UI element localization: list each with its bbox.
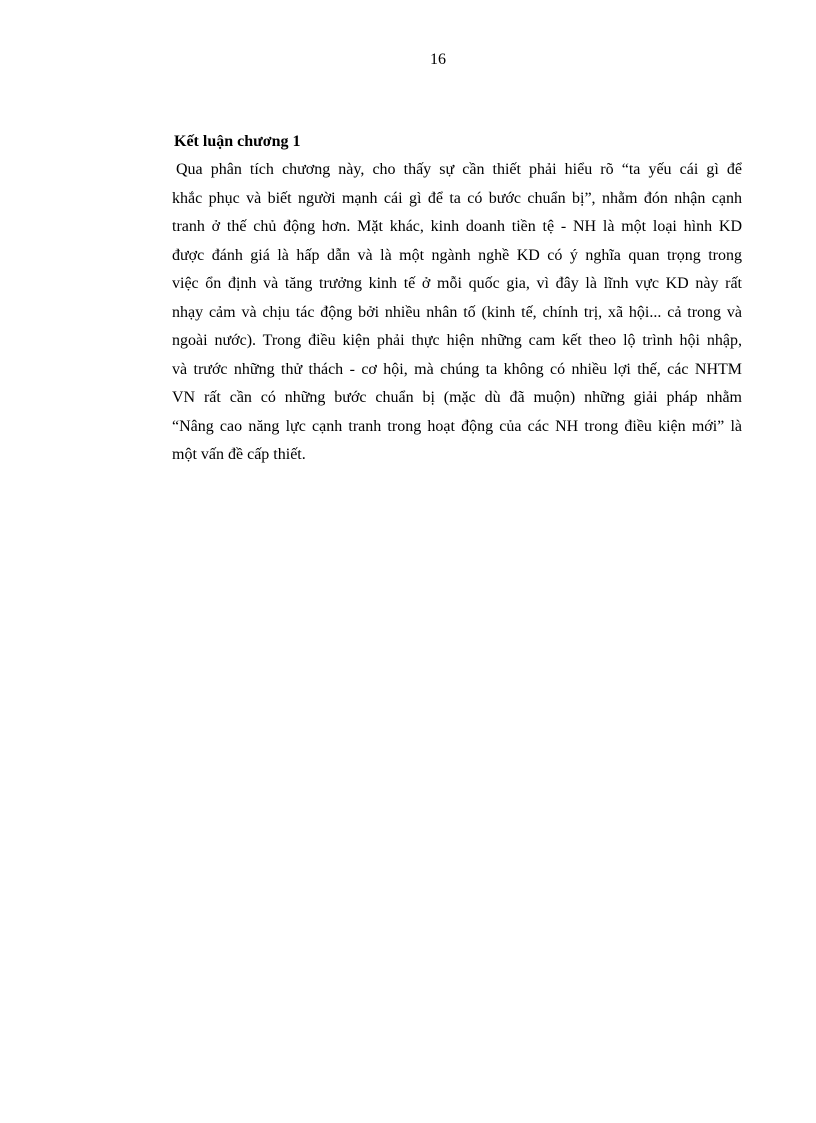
paragraph-line: một vấn đề cấp thiết. <box>172 446 306 463</box>
paragraph-line: “Nâng cao năng lực cạnh tranh trong hoạt động của các NH trong điều kiện mới” là <box>172 417 742 435</box>
paragraph-line: ngoài nước). Trong điều kiện phải thực hiện những cam kết theo lộ trình hội nhập, <box>172 332 742 349</box>
paragraph-line: nhạy cảm và chịu tác động bởi nhiều nhân tố (kinh tế, chính trị, xã hội... cả trong và <box>172 303 742 321</box>
paragraph-line: Qua phân tích chương này, cho thấy sự cần thiết phải hiểu rõ “ta yếu cái gì để <box>176 161 742 178</box>
paragraph-line: tranh ở thế chủ động hơn. Mặt khác, kinh doanh tiền tệ - NH là một loại hình KD <box>172 218 742 235</box>
paragraph-line: VN rất cần có những bước chuẩn bị (mặc dù đã muộn) những giải pháp nhằm <box>172 389 742 406</box>
section-content <box>172 128 742 470</box>
body-paragraph <box>172 156 742 470</box>
paragraph-line: việc ổn định và tăng trưởng kinh tế ở mỗi quốc gia, vì đây là lĩnh vực KD này rất <box>172 275 742 292</box>
paragraph-line: khắc phục và biết người mạnh cái gì để ta có bước chuẩn bị”, nhằm đón nhận cạnh <box>172 189 742 207</box>
paragraph-line: được đánh giá là hấp dẫn và là một ngành nghề KD có ý nghĩa quan trọng trong <box>172 246 742 264</box>
section-heading: Kết luận chương 1 <box>174 133 301 150</box>
page-number: 16 <box>430 51 446 68</box>
paragraph-line: và trước những thử thách - cơ hội, mà chúng ta không có nhiều lợi thế, các NHTM <box>172 360 742 378</box>
